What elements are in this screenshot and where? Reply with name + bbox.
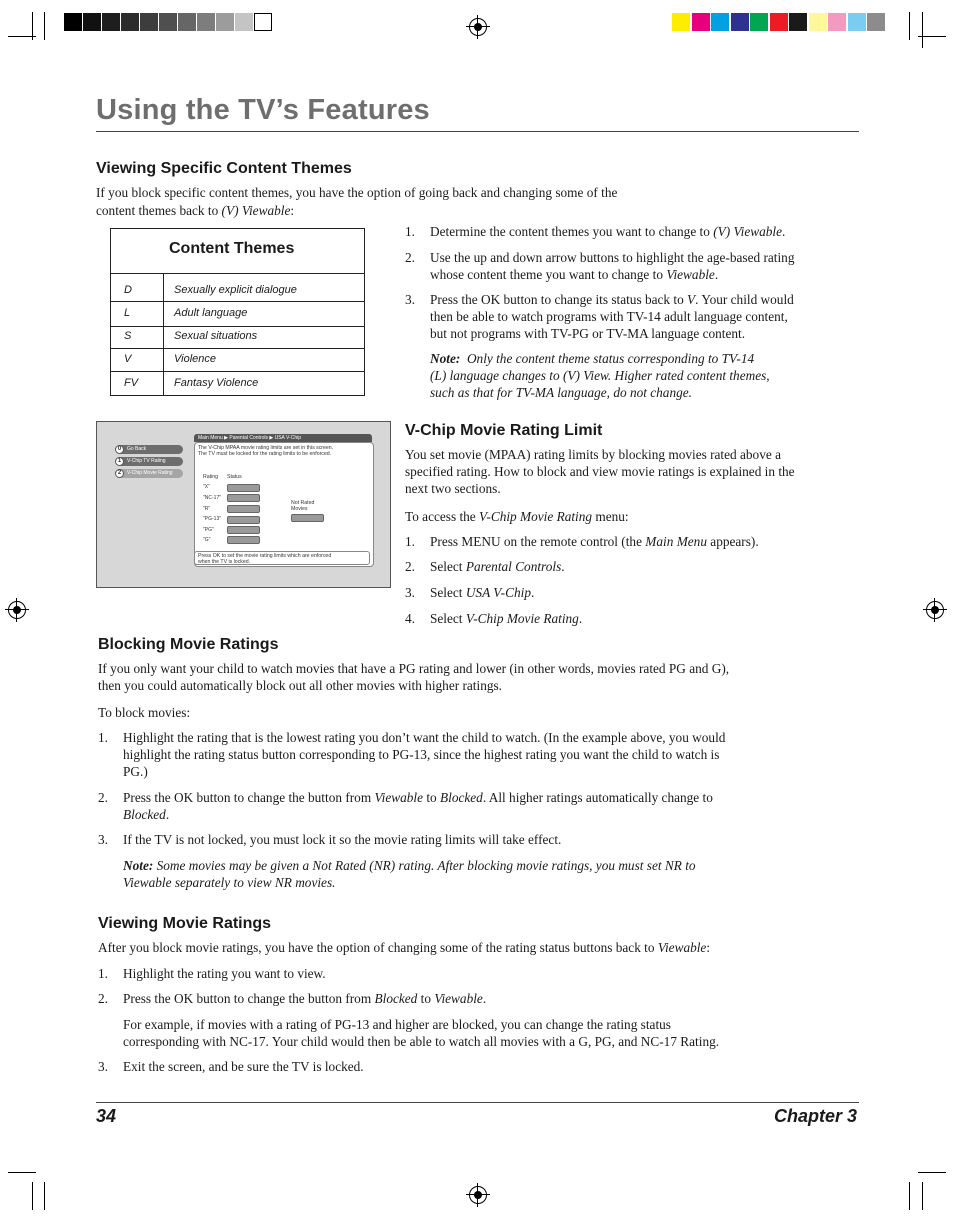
vchip-access-text: To access the V-Chip Movie Rating menu: [405, 509, 629, 524]
chapter-label: Chapter 3 [773, 1106, 857, 1126]
themes-note: Note: Only the content theme status corresponding to TV-14 (L) language changes to (V) View. Higher rated content themes, such as that for TV-MA language, do not change. [430, 351, 770, 400]
rating-status-button[interactable] [227, 505, 260, 513]
screen-panel [194, 442, 374, 567]
color-swatch [828, 13, 846, 31]
rating-label: "NC-17" [203, 495, 221, 501]
rating-label: "G" [203, 537, 211, 543]
color-swatch [672, 13, 690, 31]
not-rated-label: Not Rated Movies [291, 500, 315, 512]
grayscale-swatch [140, 13, 158, 31]
grayscale-swatch [121, 13, 139, 31]
grayscale-swatch [216, 13, 234, 31]
rating-status-button[interactable] [227, 494, 260, 502]
table-row: S Sexual situations [111, 327, 364, 349]
color-swatch [867, 13, 885, 31]
menu-item-tv-rating[interactable]: 1 V-Chip TV Rating [117, 457, 183, 466]
vchip-paragraph: You set movie (MPAA) rating limits by blocking movies rated above a specified rating. How to block and view movie ratings is explained in the next two sections. [405, 447, 795, 496]
table-row: L Adult language [111, 302, 364, 327]
page-number: 34 [96, 1106, 117, 1126]
breadcrumb: Main Menu ▶ Parental Controls ▶ USA V-Chip [194, 434, 372, 442]
rating-label: "PG-13" [203, 516, 222, 522]
color-swatch [692, 13, 710, 31]
screen-description: The V-Chip MPAA movie rating limits are set in this screen. The TV must be locked for the rating limits to be enforced. [198, 445, 334, 457]
menu-item-go-back[interactable]: 0 Go Back [117, 445, 183, 454]
viewing-heading: Viewing Movie Ratings [98, 915, 272, 932]
grayscale-swatch [159, 13, 177, 31]
color-swatch [770, 13, 788, 31]
grayscale-swatch [83, 13, 101, 31]
blocking-paragraph: If you only want your child to watch movies that have a PG rating and lower (in other words, movies rated PG and G), then you could automatically block out all other movies with higher ratings. [98, 661, 730, 693]
list-item: 2. Press the OK button to change the button from Blocked to Viewable. [98, 991, 487, 1006]
table-row: V Violence [111, 349, 364, 372]
list-item: 1. Highlight the rating that is the lowest rating you don’t want the child to watch. (In the example above, you would highlight the rating status button corresponding to PG-13, since the highest rating you want the child to watch is PG.) [98, 730, 726, 779]
blocking-heading: Blocking Movie Ratings [98, 636, 279, 653]
list-item: 2. Press the OK button to change the button from Viewable to Blocked. All higher ratings automatically change to Blocked. [98, 790, 713, 822]
rating-status-button[interactable] [227, 526, 260, 534]
list-item: 2. Select Parental Controls. [405, 559, 565, 574]
table-row: D Sexually explicit dialogue [111, 273, 364, 302]
themes-intro-line2: content themes back to (V) Viewable: [96, 203, 295, 218]
themes-heading: Viewing Specific Content Themes [96, 160, 352, 177]
title-rule [96, 131, 859, 132]
status-column-header: Status [227, 474, 242, 480]
rating-column-header: Rating [203, 474, 218, 480]
list-item: 1. Determine the content themes you want to change to (V) Viewable. [405, 224, 786, 239]
list-item: 3. Exit the screen, and be sure the TV is locked. [98, 1059, 364, 1074]
rating-label: "R" [203, 506, 211, 512]
viewing-example: For example, if movies with a rating of PG-13 and higher are blocked, you can change the rating status corresponding with NC-17. Your child would then be able to watch all movies with a G, PG, and NC-17 Rating. [123, 1017, 720, 1049]
color-swatch [750, 13, 768, 31]
viewing-paragraph: After you block movie ratings, you have the option of changing some of the rating status buttons back to Viewable: [98, 940, 711, 955]
list-item: 2. Use the up and down arrow buttons to highlight the age-based rating whose content theme you want to change to Viewable. [405, 250, 795, 282]
rating-status-button[interactable] [227, 536, 260, 544]
blocking-to-block-text: To block movies: [98, 705, 191, 720]
list-item: 3. If the TV is not locked, you must lock it so the movie rating limits will take effect. [98, 832, 562, 847]
not-rated-status-button[interactable] [291, 514, 324, 522]
vchip-heading: V-Chip Movie Rating Limit [405, 422, 603, 439]
grayscale-swatch [178, 13, 196, 31]
grayscale-swatch [254, 13, 272, 31]
blocking-note: Note: Some movies may be given a Not Rated (NR) rating. After blocking movie ratings, you must set NR to Viewable separately to view NR movies. [123, 858, 696, 890]
vchip-movie-rating-screen [96, 421, 391, 588]
list-item: 1. Press MENU on the remote control (the Main Menu appears). [405, 534, 759, 549]
color-swatch [789, 13, 807, 31]
menu-item-movie-rating[interactable]: 2 V-Chip Movie Rating [117, 469, 183, 478]
color-swatch [731, 13, 749, 31]
registration-mark-left [8, 601, 26, 619]
content-themes-table [110, 228, 365, 396]
registration-mark-right [926, 601, 944, 619]
color-swatch [848, 13, 866, 31]
rating-label: "X" [203, 484, 210, 490]
grayscale-swatch [64, 13, 82, 31]
table-row: FV Fantasy Violence [124, 377, 259, 389]
grayscale-swatch [197, 13, 215, 31]
themes-intro-line1: If you block specific content themes, you have the option of going back and changing some of the [96, 185, 618, 200]
grayscale-swatch [102, 13, 120, 31]
list-item: 1. Highlight the rating you want to view. [98, 966, 326, 981]
content-themes-table-title: Content Themes [169, 240, 295, 257]
color-swatch [711, 13, 729, 31]
registration-mark-top [469, 18, 487, 36]
registration-mark-bottom [469, 1186, 487, 1204]
list-item: 4. Select V-Chip Movie Rating. [405, 611, 583, 626]
grayscale-swatch [235, 13, 253, 31]
footer-rule [96, 1102, 859, 1103]
color-swatch [809, 13, 827, 31]
rating-status-button[interactable] [227, 484, 260, 492]
list-item: 3. Select USA V-Chip. [405, 585, 535, 600]
rating-status-button[interactable] [227, 516, 260, 524]
help-text-box: Press OK to set the movie rating limits which are enforced when the TV is locked. [194, 551, 370, 565]
rating-label: "PG" [203, 527, 214, 533]
list-item: 3. Press the OK button to change its status back to V. Your child would then be able to watch programs with TV-14 adult language content, but not programs with TV-PG or TV-MA language content. [405, 292, 794, 341]
page-title: Using the TV’s Features [96, 94, 430, 126]
